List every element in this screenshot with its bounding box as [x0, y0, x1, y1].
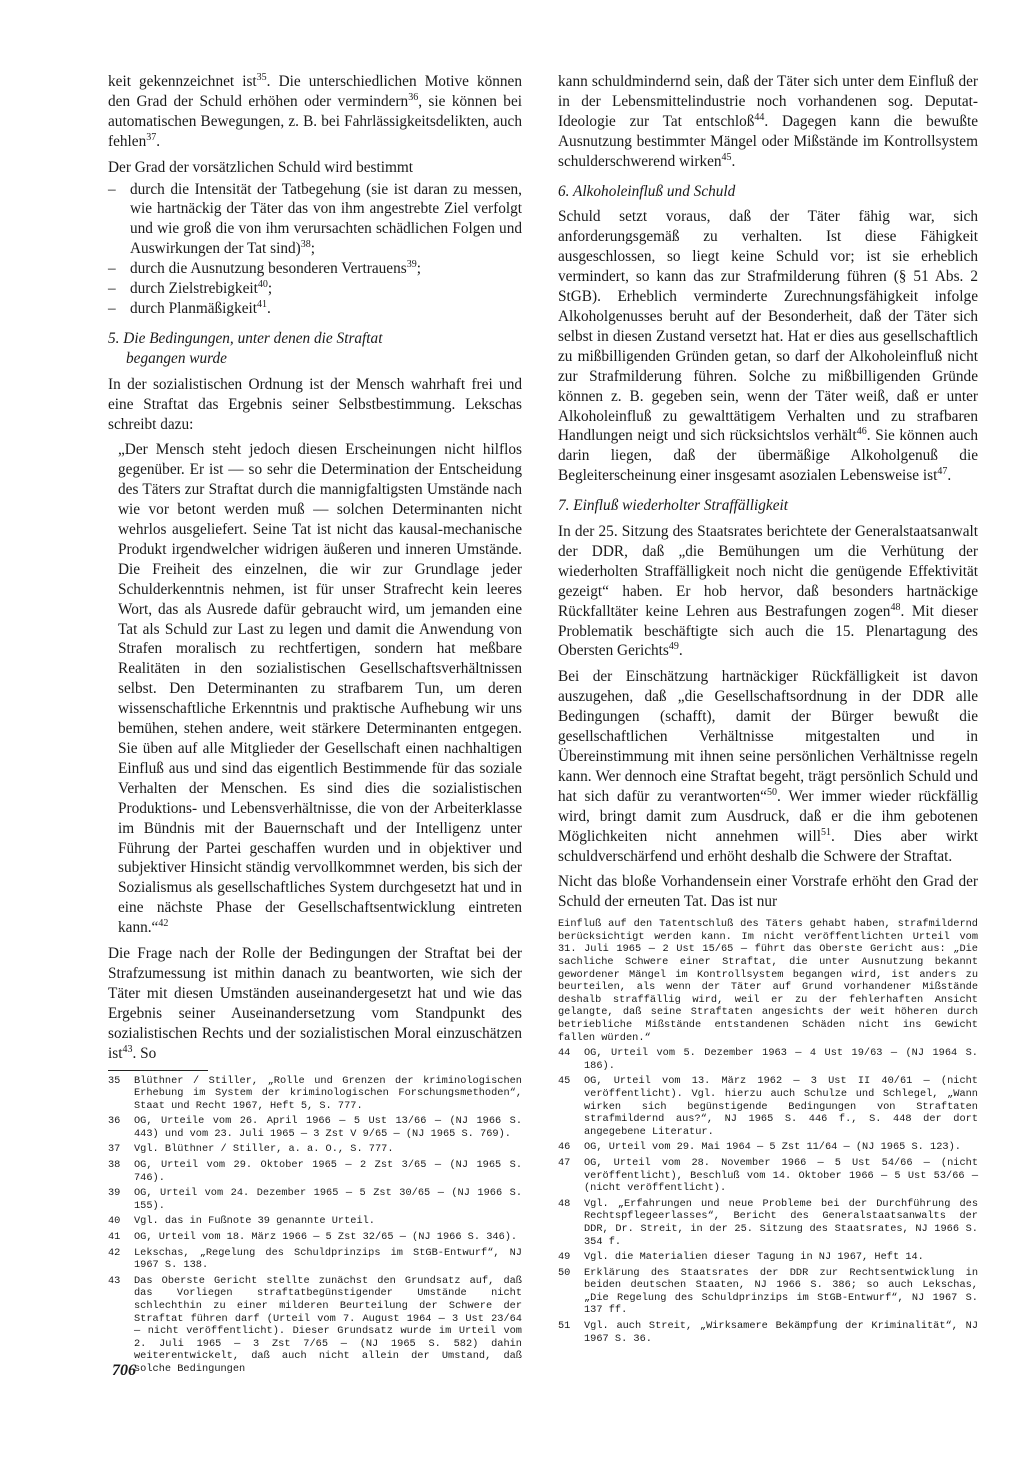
right-paragraph-5: Nicht das bloße Vorhandensein einer Vorstrafe erhöht den Grad der Schuld der erneuten Tat. Das ist nur — [558, 873, 978, 911]
footnote-number: 35 — [108, 1074, 121, 1087]
text-run: Die Frage nach der Rolle der Bedingungen der Straftat bei der Strafzumessung ist mithin danach zu beantworten, wie sich der Täter mit diesen Umständen auseinandergesetzt hat und wie das Ergebnis seiner Auseinandersetzung vom Standpunkt des sozialistischen Rechts und der sozialistischen Moral einzuschätzen ist — [108, 945, 522, 1062]
left-paragraph-2: Der Grad der vorsätzlichen Schuld wird bestimmt — [108, 158, 414, 176]
footnote-number: 48 — [558, 1197, 571, 1210]
text-run: . — [731, 152, 736, 170]
footnote-number: 51 — [558, 1320, 571, 1333]
text-run: ; — [267, 280, 273, 298]
text-run: In der 25. Sitzung des Staatsrates berichtete der Generalstaatsanwalt der DDR, daß „die Bemühungen um die Verhütung der wiederholten Straffälligkeit noch nicht die genügende Effektivität gezeigt“ haben. Er hob hervor, daß besonders hartnäckige Rückfalltäter keine Lehren aus Bestrafungen zogen — [558, 523, 978, 620]
text-run: . — [678, 642, 683, 660]
text-run: . Die unterschiedlichen Motive können den Grad der Schuld erhöhen oder vermindern — [108, 73, 522, 110]
left-paragraph-1 — [108, 72, 522, 152]
text-run: . Dagegen kann die bewußte Ausnutzung bestimmter Mängel oder Mißstände im Kontrollsystem schulderschwerend wirken — [558, 112, 979, 170]
footnote — [108, 1275, 522, 1376]
footnote-text: Vgl. auch Streit, „Wirksamere Bekämpfung der Kriminalität“, NJ 1967 S. 36. — [584, 1320, 978, 1345]
footnote-text: Vgl. Blüthner / Stiller, a. a. O., S. 777. — [134, 1143, 394, 1156]
footnote-ref: 39 — [406, 259, 417, 271]
text-run: Schuld setzt voraus, daß der Täter fähig war, sich anforderungsgemäß zu verhalten. Ist diese Fähigkeit ausgeschlossen, so liegt keine Schuld vor; ist sie erheblich vermindert, so kann das zur Strafmilderung führen (§ 51 Abs. 2 StGB). Erheblich verminderte Zurechnungsfähigkeit infolge Alkoholgenusses beruht auf der Besonderheit, daß der Täter sich selbst in diesen Zustand versetzt hat. Hat er dies aus gesellschaftlich zu mißbilligenden Gründen getan, so darf der Alkoholeinfluß nicht zur Strafmilderung führen. Solche zu mißbilligenden Gründe können z. B. gegeben sein, wenn der Täter weiß, daß er unter Alkoholeinfluß zu gewalttätigem Verhalten und zu strafbaren Handlungen neigt und sich rücksichtslos verhält — [558, 208, 978, 445]
footnote-ref: 44 — [754, 111, 765, 123]
text-run: . — [156, 132, 161, 150]
footnote-text: OG, Urteil vom 18. März 1966 — 5 Zst 32/65 — (NJ 1966 S. 346). — [134, 1231, 518, 1244]
footnote-text: OG, Urteil vom 24. Dezember 1965 — 5 Zst 30/65 — (NJ 1966 S. 155). — [134, 1187, 522, 1212]
right-footnotes — [558, 1047, 978, 1345]
footnote-number: 50 — [558, 1266, 571, 1279]
footnote-ref: 40 — [257, 278, 268, 290]
footnote-number: 38 — [108, 1159, 121, 1172]
right-column — [558, 72, 978, 1348]
footnote-text: OG, Urteil vom 29. Oktober 1965 — 2 Zst 3/65 — (NJ 1965 S. 746). — [134, 1159, 522, 1184]
left-paragraph-4 — [108, 944, 522, 1063]
right-paragraph-4 — [558, 667, 978, 866]
right-paragraph-2 — [558, 207, 978, 486]
footnote-ref: 50 — [766, 786, 777, 798]
text-run: durch Zielstrebigkeit — [130, 280, 258, 298]
criteria-list — [108, 180, 522, 319]
text-run: , sie können bei automatischen Bewegungen, z. B. bei Fahrlässigkeitsdelikten, auch fehlen — [108, 92, 522, 150]
footnote-ref: 48 — [890, 601, 901, 613]
footnote — [558, 1075, 978, 1138]
text-run: . So — [132, 1044, 157, 1062]
footnote — [558, 1141, 978, 1154]
text-run: kann schuldmindernd sein, daß der Täter sich unter dem Einfluß der in der Lebensmittelindustrie noch vorhandenen sog. Deputat-Ideologie zur Tat entschloß — [558, 73, 978, 130]
list-item — [108, 259, 522, 279]
footnote — [558, 1251, 978, 1264]
footnote-ref: 38 — [300, 239, 311, 251]
text-run: . Dies aber wirkt schuldverschärfend und erhöht deshalb die Schwere der Straftat. — [558, 827, 978, 865]
footnote-ref: 45 — [721, 151, 732, 163]
footnote-ref: 49 — [668, 641, 679, 653]
footnote — [108, 1187, 522, 1212]
footnote-text: Vgl. die Materialien dieser Tagung in NJ 1967, Heft 14. — [584, 1251, 924, 1264]
text-run: Bei der Einschätzung hartnäckiger Rückfälligkeit ist davon auszugehen, daß „die Gesellschaftsordnung in der DDR alle Bedingungen (schafft), damit der Bürger bewußt die gesellschaftlichen Verhältnisse mitgestalten und in Übereinstimmung mit ihnen seine persönlichen Verhältnisse regeln kann. Wer dennoch eine Straftat begeht, trägt persönlich Schuld und hat sich dafür zu verantworten“ — [558, 668, 978, 805]
footnote — [108, 1215, 522, 1228]
footnote-number: 43 — [108, 1274, 121, 1287]
footnote-number: 46 — [558, 1141, 571, 1154]
footnote — [108, 1231, 522, 1244]
section-heading-5 — [108, 329, 522, 369]
list-item — [108, 279, 522, 299]
footnote-ref: 42 — [158, 918, 169, 930]
text-run: „Der Mensch steht jedoch diesen Erscheinungen nicht hilflos gegenüber. Er ist — so sehr die Determination der Entscheidung des Täters zur Straftat durch die mannigfaltigsten Umstände nach wie vor betont werden muß — solchen Determinanten nicht wehrlos ausgeliefert. Seine Tat ist nicht das kausal-mechanische Produkt irgendwelcher widrigen äußeren und inneren Umstände. Die Freiheit des einzelnen, die wir zur Grundlage jeder Schulderkenntnis nehmen, ist für unser Strafrecht kein leeres Wort, das als Ausrede dafür gebraucht wird, um jemanden eine Tat als Schuld zur Last zu legen und damit die Anwendung von Strafen moralisch zu rechtfertigen, sondern hat meßbare Realitäten in den sozialistischen Gesellschaftsverhältnissen selbst. Den Determinanten zu strafbarem Tun, um deren wissenschaftliche Erkenntnis und praktische Aufhebung wir uns bemühen, stehen andere, weit stärkere Determinanten entgegen. Sie üben auf alle Mitglieder der Gesellschaft einen nachhaltigen Einfluß aus und sind das eigentlich Bestimmende für das soziale Verhalten der Menschen. Es sind dies die sozialistischen Produktions- und Lebensverhältnisse, die von der Arbeiterklasse im Bündnis mit der Bauernschaft und der Intelligenz unter Führung der Partei geschaffen wurden und in objektiver und subjektiver Hinsicht ständig vervollkommnet werden, bis sich der Sozialismus als gesellschaftliches System durchgesetzt hat und in eine nächste Phase der Gesellschaftsentwicklung eintreten kann.“ — [118, 441, 522, 937]
text-run: durch Planmäßigkeit — [130, 299, 258, 317]
lekschas-quote — [108, 440, 522, 938]
left-column — [108, 72, 522, 1379]
footnote-ref: 51 — [820, 826, 831, 838]
heading-line: 5. Die Bedingungen, unter denen die Straftat — [108, 329, 383, 347]
footnote-text: OG, Urteil vom 5. Dezember 1963 — 4 Ust 19/63 — (NJ 1964 S. 186). — [584, 1047, 978, 1072]
text-run: . Wer immer wieder rückfällig wird, bringt damit zum Ausdruck, daß er die ihm gebotenen Möglichkeiten nicht annehmen will — [558, 787, 978, 845]
footnote-43-continuation: Einfluß auf den Tatentschluß des Täters gehabt haben, strafmildernd berücksichtigt werden kann. Im nicht veröffentlichten Urteil vom 31. Juli 1965 — 2 Ust 15/65 — führt das Oberste Gericht aus: „Die sachliche Schwere einer Straftat, die unter Ausnutzung bekannt gewordener Mängel im Kontrollsystem begangen wird, ist anders zu beurteilen, als wenn der Täter auf Grund vorhandener Mißstände deshalb straffällig wird, weil er zu der fehlerhaften Ansicht gelangte, daß seine Straftaten angesichts der weit höheren durch betriebliche Mißstände entstandenen Schäden nicht ins Gewicht fallen würden.“ — [558, 918, 978, 1044]
footnote-number: 37 — [108, 1143, 121, 1156]
section-heading-6: 6. Alkoholeinfluß und Schuld — [558, 182, 736, 200]
left-paragraph-3: In der sozialistischen Ordnung ist der Mensch wahrhaft frei und eine Straftat das Ergebnis seiner Selbstbestimmung. Lekschas schreibt dazu: — [108, 375, 522, 433]
footnote-ref: 43 — [122, 1043, 133, 1055]
footnote-ref: 46 — [856, 426, 867, 438]
footnote — [108, 1159, 522, 1184]
footnote-text: Blüthner / Stiller, „Rolle und Grenzen der kriminologischen Erhebung im System der kriminologischen Forschungsmethoden“, Staat und Recht 1967, Heft 5, S. 777. — [134, 1074, 522, 1112]
footnote-number: 45 — [558, 1075, 571, 1088]
footnote-number: 49 — [558, 1251, 571, 1264]
text-run: durch die Ausnutzung besonderen Vertrauens — [130, 260, 407, 278]
footnote-number: 42 — [108, 1246, 121, 1259]
footnote-number: 41 — [108, 1231, 121, 1244]
footnote — [108, 1247, 522, 1272]
list-item — [108, 180, 522, 260]
right-paragraph-1 — [558, 72, 978, 172]
text-run: ; — [416, 260, 421, 278]
text-run: durch die Intensität der Tatbegehung (sie ist daran zu messen, wie hartnäckig der Täter das von ihm angestrebte Ziel verfolgt und wie groß die von ihm verursachten schädlichen Folgen und Auswirkungen der Tat sind) — [130, 180, 522, 258]
heading-line: begangen wurde — [126, 349, 227, 367]
text-run: keit gekennzeichnet ist — [108, 73, 257, 90]
footnote-text: Erklärung des Staatsrates der DDR zur Rechtsentwicklung in beiden deutschen Staaten, NJ 1966 S. 386; so auch Lekschas, „Die Regelung des Schuldprinzips im StGB-Entwurf“, NJ 1967 S. 137 ff. — [584, 1266, 978, 1317]
footnote-ref: 36 — [408, 91, 419, 103]
text-run: . — [267, 299, 271, 317]
footnote-text: Das Oberste Gericht stellte zunächst den Grundsatz auf, daß das Vorliegen straftatbegünstigender Umstände nicht schlechthin zu einer milderen Beurteilung der Schwere der Straftat führen darf (Urteil vom 7. August 1964 — 3 Ust 23/64 — nicht veröffentlicht). Dieser Grundsatz wurde im Urteil vom 2. Juli 1965 — 3 Zst 7/65 — (NJ 1965 S. 582) dahin weiterentwickelt, daß auch nicht allein der Umstand, daß solche Bedingungen — [134, 1274, 522, 1375]
footnote-number: 47 — [558, 1156, 571, 1169]
footnote — [108, 1143, 522, 1156]
footnote-number: 39 — [108, 1187, 121, 1200]
footnote-text: OG, Urteile vom 26. April 1966 — 5 Ust 13/66 — (NJ 1966 S. 443) und vom 23. Juli 1965 — 3 Zst V 9/65 — (NJ 1965 S. 769). — [134, 1115, 522, 1140]
footnote-number: 40 — [108, 1215, 121, 1228]
footnote — [558, 1320, 978, 1345]
footnote-text: Lekschas, „Regelung des Schuldprinzips im StGB-Entwurf“, NJ 1967 S. 138. — [134, 1246, 522, 1272]
text-run: ; — [310, 240, 315, 258]
footnote-ref: 47 — [937, 466, 948, 478]
footnote — [558, 1198, 978, 1248]
text-run: . Sie können auch darin liegen, daß der übermäßige Alkoholgenuß die Begleiterscheinung einer insgesamt asozialen Lebensweise ist — [558, 427, 978, 485]
left-footnotes — [108, 1075, 522, 1376]
footnote-text: OG, Urteil vom 13. März 1962 — 3 Ust II 40/61 — (nicht veröffentlicht). Vgl. hierzu auch Schulze und Schlegel, „Wann wirken sich begünstigende Bedingungen von Straftaten strafmildernd aus?“, NJ 1965 S. 446 f., S. 448 der dort angegebene Literatur. — [584, 1075, 978, 1138]
footnote-ref: 41 — [257, 298, 268, 310]
footnote — [558, 1047, 978, 1072]
footnote-text: Vgl. das in Fußnote 39 genannte Urteil. — [134, 1215, 375, 1228]
footnote — [108, 1075, 522, 1113]
footnote — [558, 1157, 978, 1195]
footnote-number: 36 — [108, 1115, 121, 1128]
list-item — [108, 299, 522, 319]
footnote-ref: 35 — [256, 71, 267, 83]
section-heading-7: 7. Einfluß wiederholter Straffälligkeit — [558, 497, 789, 515]
footnote-text: OG, Urteil vom 28. November 1966 — 5 Ust 54/66 — (nicht veröffentlicht), Beschluß vom 14. Oktober 1966 — 5 Ust 53/66 — (nicht veröffentlicht). — [584, 1156, 978, 1195]
page-number: 706 — [112, 1362, 136, 1379]
footnote-divider — [108, 1070, 208, 1071]
footnote-number: 44 — [558, 1047, 571, 1060]
footnote — [558, 1267, 978, 1317]
footnote — [108, 1115, 522, 1140]
footnote-text: OG, Urteil vom 29. Mai 1964 — 5 Zst 11/64 — (NJ 1965 S. 123). — [584, 1141, 961, 1154]
text-run: . Mit dieser Problematik beschäftigte sich auch die 15. Plenartagung des Obersten Gerichts — [558, 602, 978, 660]
right-paragraph-3 — [558, 522, 978, 661]
footnote-ref: 37 — [146, 131, 157, 143]
text-run: . — [947, 467, 952, 485]
footnote-text: Vgl. „Erfahrungen und neue Probleme bei der Durchführung des Rechtspflegeerlasses“, Bericht des Generalstaatsanwalts der DDR, Dr. Streit, in der 25. Sitzung des Staatsrates, NJ 1966 S. 354 f. — [584, 1197, 978, 1248]
